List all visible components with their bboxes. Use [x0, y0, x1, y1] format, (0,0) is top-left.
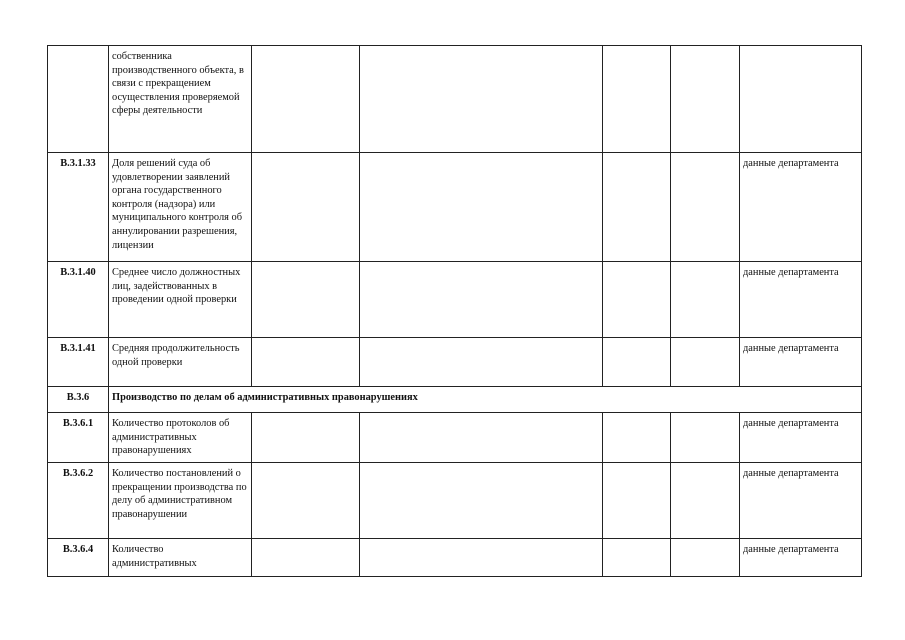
indicator-name: Среднее число должностных лиц, задействованных в проведении одной проверки: [109, 262, 252, 338]
empty-cell: [360, 338, 603, 387]
empty-cell: [252, 539, 360, 577]
row-code: В.3.6.2: [48, 463, 109, 539]
indicators-table: [47, 45, 862, 577]
table-row: [48, 153, 862, 262]
empty-cell: [603, 153, 671, 262]
empty-cell: [671, 338, 740, 387]
section-row: [48, 387, 862, 413]
empty-cell: [360, 153, 603, 262]
empty-cell: [360, 539, 603, 577]
data-source: [740, 46, 862, 153]
indicator-name: Средняя продолжительность одной проверки: [109, 338, 252, 387]
empty-cell: [360, 262, 603, 338]
empty-cell: [671, 153, 740, 262]
row-code: В.3.1.33: [48, 153, 109, 262]
empty-cell: [671, 46, 740, 153]
table-row: [48, 338, 862, 387]
empty-cell: [671, 463, 740, 539]
indicator-name: Количество протоколов об административных правонарушениях: [109, 413, 252, 463]
row-code: [48, 46, 109, 153]
data-source: данные департамента: [740, 153, 862, 262]
data-source: данные департамента: [740, 262, 862, 338]
empty-cell: [252, 463, 360, 539]
table-row: [48, 463, 862, 539]
empty-cell: [360, 46, 603, 153]
data-source: данные департамента: [740, 463, 862, 539]
table-row: [48, 262, 862, 338]
empty-cell: [603, 413, 671, 463]
empty-cell: [671, 413, 740, 463]
data-source: данные департамента: [740, 338, 862, 387]
empty-cell: [603, 539, 671, 577]
data-source: данные департамента: [740, 539, 862, 577]
empty-cell: [252, 46, 360, 153]
empty-cell: [603, 262, 671, 338]
table-row: [48, 539, 862, 577]
empty-cell: [671, 262, 740, 338]
row-code: В.3.6.4: [48, 539, 109, 577]
indicator-name: Количество административных: [109, 539, 252, 577]
empty-cell: [252, 413, 360, 463]
empty-cell: [252, 153, 360, 262]
empty-cell: [252, 338, 360, 387]
data-source: данные департамента: [740, 413, 862, 463]
empty-cell: [603, 463, 671, 539]
empty-cell: [671, 539, 740, 577]
section-title: Производство по делам об административных правонарушениях: [109, 387, 862, 413]
empty-cell: [360, 463, 603, 539]
row-code: В.3.6.1: [48, 413, 109, 463]
empty-cell: [360, 413, 603, 463]
indicator-name: Доля решений суда об удовлетворении заявлений органа государственного контроля (надзора) или муниципального контроля об аннулировании разрешения, лицензии: [109, 153, 252, 262]
table-row: [48, 413, 862, 463]
empty-cell: [603, 338, 671, 387]
indicator-name: собственника производственного объекта, в связи с прекращением осуществления проверяемой сферы деятельности: [109, 46, 252, 153]
row-code: В.3.1.40: [48, 262, 109, 338]
indicator-name: Количество постановлений о прекращении производства по делу об административном правонарушении: [109, 463, 252, 539]
section-code: В.3.6: [48, 387, 109, 413]
table-row: [48, 46, 862, 153]
empty-cell: [603, 46, 671, 153]
row-code: В.3.1.41: [48, 338, 109, 387]
empty-cell: [252, 262, 360, 338]
